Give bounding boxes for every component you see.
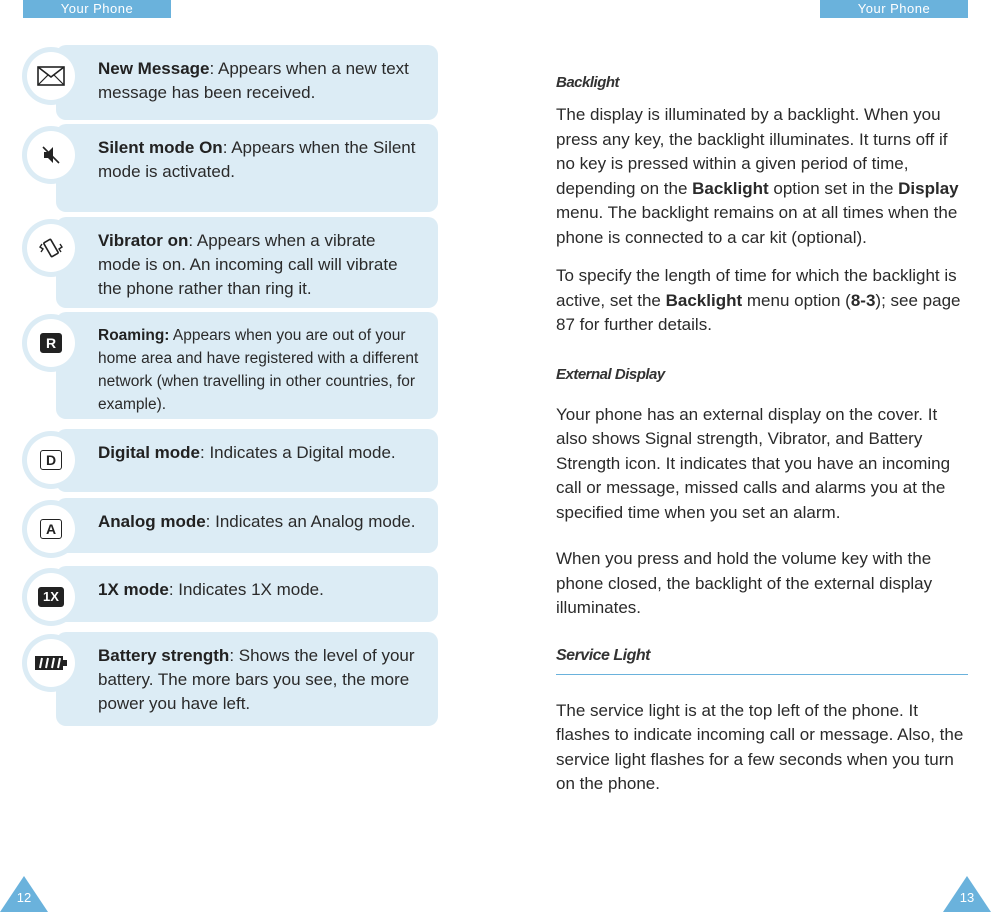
- icon-item-1x-mode: [22, 566, 438, 622]
- digital-d-icon: D: [40, 450, 62, 470]
- backlight-paragraph-2: To specify the length of time for which the backlight is active, set the Backlight menu option (8-3); see page 87 for further details.: [556, 266, 961, 334]
- icon-description: Silent mode On: Appears when the Silent mode is activated.: [98, 138, 416, 181]
- icon-description: 1X mode: Indicates 1X mode.: [98, 580, 324, 599]
- backlight-paragraph-1: The display is illuminated by a backlight. When you press any key, the backlight illuminates. It turns off if no key is pressed within a given period of time, depending on the Backlight option set in the Display menu. The backlight remains on at all times when the phone is connected to a car kit (optional).: [556, 105, 959, 247]
- external-display-paragraph-2: When you press and hold the volume key with the phone closed, the backlight of the external display illuminates.: [556, 549, 933, 617]
- icon-item-roaming: [22, 312, 438, 419]
- speaker-muted-icon: [39, 143, 63, 167]
- battery-icon: [34, 654, 68, 672]
- icon-item-analog-mode: [22, 498, 438, 553]
- section-title-service-light: Service Light: [556, 646, 650, 664]
- icon-description: New Message: Appears when a new text message has been received.: [98, 59, 409, 102]
- section-title-external-display: External Display: [556, 365, 665, 383]
- icon-item-new-message: [22, 45, 438, 120]
- page-number-right: 13: [943, 876, 991, 912]
- icon-description: Roaming: Appears when you are out of your home area and have registered with a different network (when travelling in other countries, for example).: [98, 327, 419, 413]
- header-tab-right: Your Phone: [820, 0, 968, 18]
- icon-item-digital-mode: [22, 429, 438, 492]
- icon-item-battery: [22, 632, 438, 726]
- icon-description: Analog mode: Indicates an Analog mode.: [98, 512, 416, 531]
- one-x-icon: 1X: [38, 587, 64, 607]
- icon-item-vibrator: [22, 217, 438, 308]
- roaming-r-icon: R: [40, 333, 62, 353]
- external-display-paragraph-1: Your phone has an external display on the cover. It also shows Signal strength, Vibrator, and Battery Strength icon. It indicates that you have an incoming call or message, missed calls and alarms you at the specified time when you set an alarm.: [556, 404, 951, 522]
- section-service-light: [556, 647, 968, 797]
- service-light-paragraph: The service light is at the top left of the phone. It flashes to indicate incoming call or message. Also, the service light flashes for a few seconds when you turn on the phone.: [556, 700, 964, 793]
- icon-description: Digital mode: Indicates a Digital mode.: [98, 443, 396, 462]
- vibrate-icon: [38, 236, 64, 260]
- section-backlight: [556, 74, 968, 338]
- header-tab-left: Your Phone: [23, 0, 171, 18]
- right-column: [556, 70, 968, 797]
- section-title-backlight: Backlight: [556, 74, 620, 91]
- envelope-icon: [37, 66, 65, 86]
- icon-item-silent-mode: [22, 124, 438, 212]
- icon-description: Vibrator on: Appears when a vibrate mode is on. An incoming call will vibrate the phone rather than ring it.: [98, 231, 398, 298]
- section-external-display: [556, 366, 968, 621]
- analog-a-icon: A: [40, 519, 62, 539]
- icon-description: Battery strength: Shows the level of your battery. The more bars you see, the more power you have left.: [98, 646, 415, 713]
- page-number-left: 12: [0, 876, 48, 912]
- section-divider: [556, 674, 968, 675]
